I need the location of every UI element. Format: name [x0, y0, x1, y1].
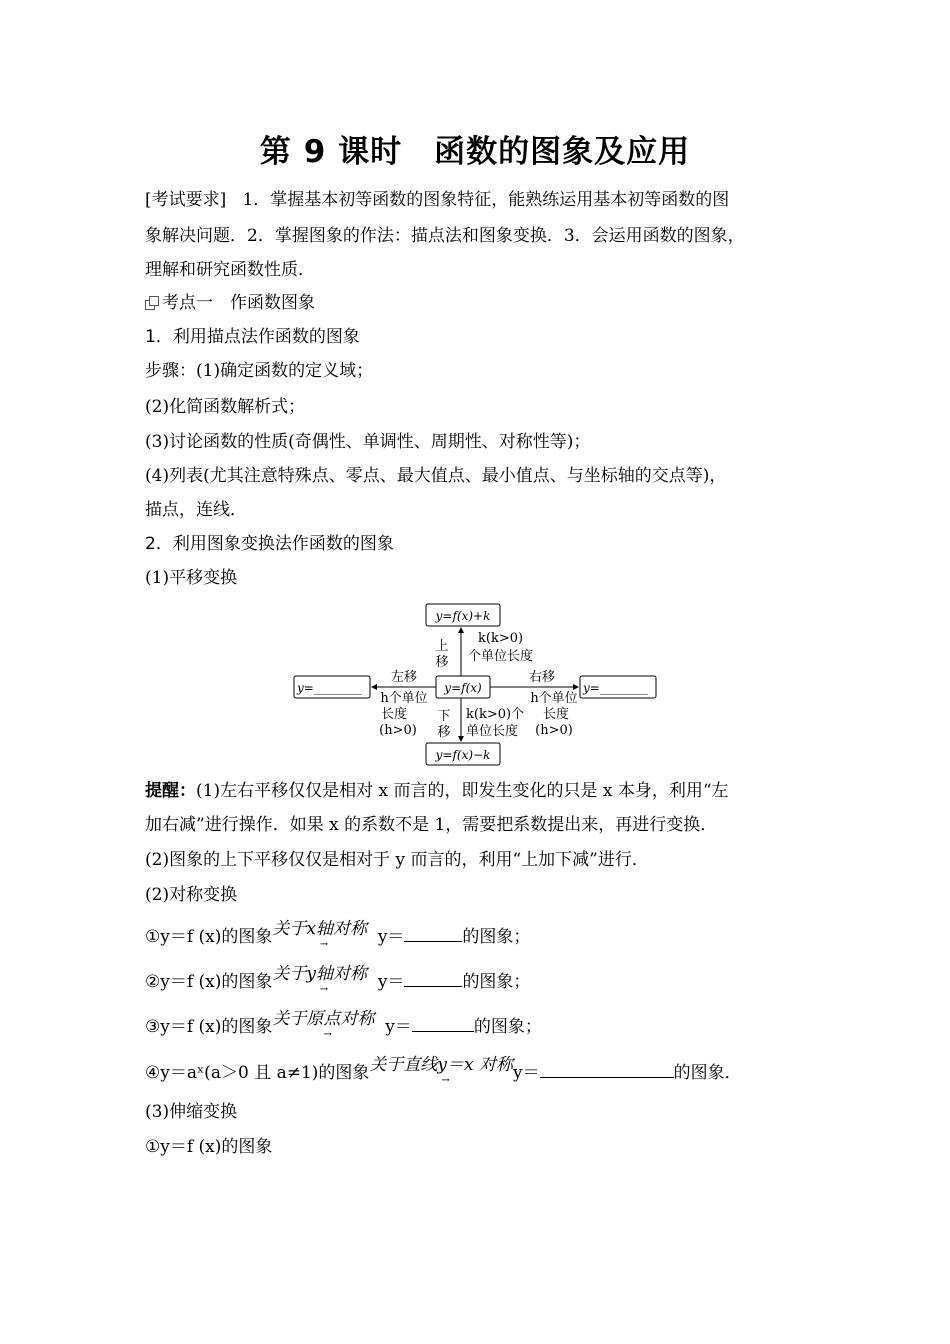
sym-item-2: [145, 964, 531, 995]
stretch-heading: (3)伸缩变换: [145, 1102, 238, 1122]
right-formula: y=________: [583, 681, 648, 695]
right-note-a: h个单位: [530, 691, 578, 706]
sym-item-4: [145, 1055, 742, 1086]
left-move-label: 左移: [390, 670, 418, 685]
sym-item-1-arrow-label: [272, 918, 367, 950]
page-title: 第 9 课时 函数的图象及应用: [259, 134, 691, 170]
sym-item-2-y: y＝: [377, 972, 405, 992]
sym-item-2-condition: 关于y轴对称: [272, 964, 368, 984]
translate-heading: (1)平移变换: [145, 568, 238, 588]
center-formula: y=f(x): [444, 681, 482, 695]
reminder-text-2: 加右减”进行操作．如果 x 的系数不是 1，需要把系数提出来，再进行变换．: [145, 815, 718, 835]
sec1-step2: (2)化简函数解析式；: [145, 397, 306, 417]
sym-item-4-arrow-label: [369, 1054, 514, 1086]
right-note-b: 长度: [542, 707, 570, 722]
sym-item-3-post: 的图象；: [473, 1017, 542, 1037]
sym-item-1-condition: 关于x轴对称: [272, 919, 367, 939]
sec1-step3: (3)讨论函数的性质(奇偶性、单调性、周期性、对称性等)；: [145, 432, 591, 452]
sym-item-3-pre: ③y＝f (x)的图象: [145, 1017, 273, 1037]
right-note-c: (h>0): [535, 723, 573, 738]
right-arrow-icon: →: [323, 1029, 332, 1040]
down-label-b: 移: [437, 725, 451, 740]
right-arrow-icon: →: [319, 939, 329, 950]
sym-item-4-pre: ④y＝aˣ(a＞0 且 a≠1)的图象: [145, 1063, 370, 1083]
sym-item-3-arrow-label: [272, 1008, 375, 1040]
right-arrow-icon: →: [441, 1075, 450, 1086]
left-note-b: 长度: [380, 707, 408, 722]
sym-item-3: [145, 1009, 542, 1040]
reminder-label: 提醒：: [145, 781, 196, 801]
bottom-formula: y=f(x)−k: [435, 748, 491, 762]
sym-item-4-post: 的图象．: [673, 1063, 742, 1083]
sym-item-2-pre: ②y＝f (x)的图象: [145, 972, 273, 992]
left-note-a: h个单位: [380, 691, 428, 706]
up-label-a: 上: [435, 639, 449, 654]
reminder-text-3: (2)图象的上下平移仅仅是相对于 y 而言的，利用“上加下减”进行．: [145, 850, 649, 870]
up-label-b: 移: [435, 655, 449, 670]
down-note-b: 单位长度: [466, 724, 519, 739]
sym-item-4-condition: 关于直线y＝x 对称: [369, 1055, 514, 1075]
sym-item-1-blank[interactable]: [404, 925, 462, 942]
sym-item-2-blank[interactable]: [404, 970, 462, 987]
down-note-a: k(k>0)个: [466, 707, 525, 722]
top-formula: y=f(x)+k: [435, 609, 491, 623]
left-formula: y=________: [297, 681, 362, 695]
kaodian-heading: [145, 292, 315, 314]
sym-item-3-y: y＝: [385, 1017, 412, 1037]
sym-item-3-condition: 关于原点对称: [272, 1009, 375, 1029]
left-note-c: (h>0): [379, 723, 417, 738]
sec1-step4a: (4)列表(尤其注意特殊点、零点、最大值点、最小值点、与坐标轴的交点等)，: [145, 466, 727, 486]
requirement-text-2: 象解决问题．2．掌握图象的作法：描点法和图象变换．3．会运用函数的图象，: [145, 226, 745, 246]
sym-item-3-blank[interactable]: [412, 1015, 474, 1032]
requirement-line-1: [145, 189, 729, 211]
sym-heading: (2)对称变换: [145, 885, 238, 905]
right-arrow-icon: →: [319, 984, 329, 995]
right-move-label: 右移: [528, 670, 556, 685]
sym-item-1-y: y＝: [377, 927, 405, 947]
sym-item-1: [145, 919, 531, 950]
kaodian-title: 考点一 作函数图象: [162, 293, 315, 313]
sym-item-1-pre: ①y＝f (x)的图象: [145, 927, 273, 947]
requirement-text-1: 1．掌握基本初等函数的图象特征，能熟练运用基本初等函数的图: [242, 190, 730, 210]
up-note-a: k(k>0): [478, 631, 524, 646]
section-marker-icon: [145, 296, 159, 310]
sec1-step1: 步骤：(1)确定函数的定义域；: [145, 361, 374, 381]
reminder-text-1: (1)左右平移仅仅是相对 x 而言的，即发生变化的只是 x 本身，利用“左: [196, 781, 729, 801]
requirement-label: [考试要求]: [145, 190, 227, 210]
requirement-text-3: 理解和研究函数性质．: [145, 260, 315, 280]
sym-item-1-post: 的图象；: [462, 927, 531, 947]
down-label-a: 下: [437, 709, 451, 724]
sym-item-4-blank[interactable]: [540, 1061, 674, 1078]
stretch-item-1: ①y＝f (x)的图象: [145, 1137, 273, 1157]
reminder-line-1: [145, 780, 729, 802]
translation-diagram: [290, 600, 670, 770]
sec1-heading: 1．利用描点法作函数的图象: [145, 327, 360, 347]
sec1-step4b: 描点，连线．: [145, 500, 247, 520]
sec2-heading: 2．利用图象变换法作函数的图象: [145, 534, 394, 554]
sym-item-2-post: 的图象；: [462, 972, 531, 992]
sym-item-4-y: y＝: [513, 1063, 540, 1083]
sym-item-2-arrow-label: [272, 963, 368, 995]
up-note-b: 个单位长度: [468, 649, 534, 664]
